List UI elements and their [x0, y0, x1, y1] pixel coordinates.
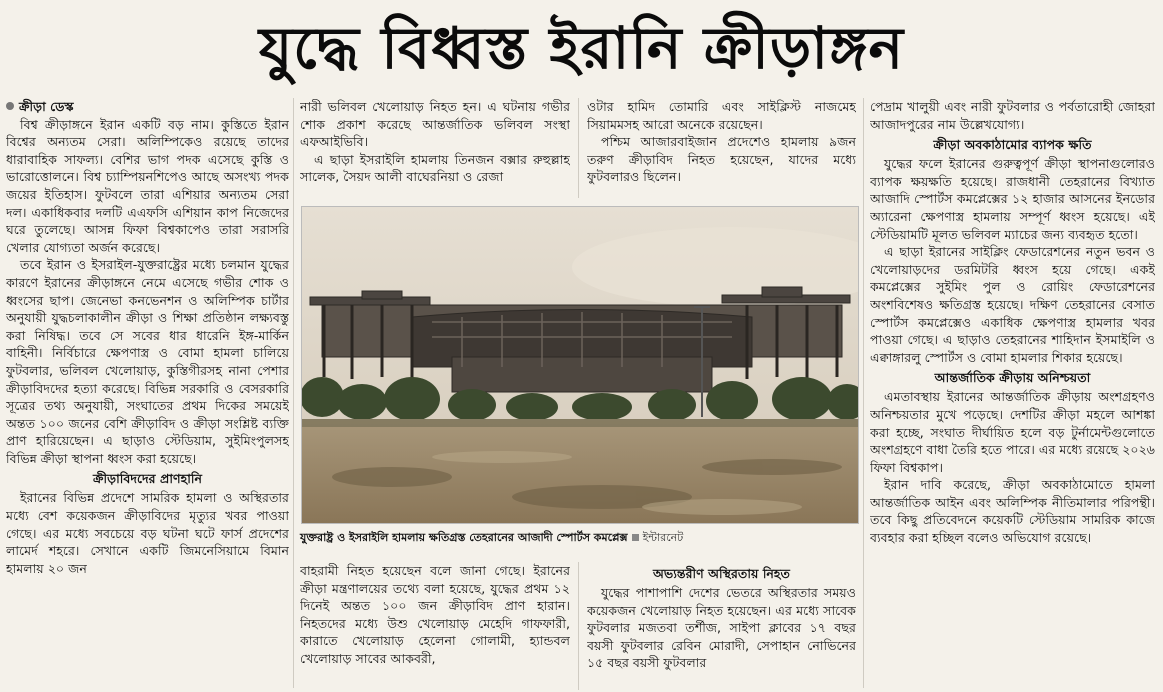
square-bullet-icon — [632, 534, 639, 541]
desk-label — [6, 98, 289, 116]
paragraph: এ ছাড়া ইসরাইলি হামলায় তিনজন বক্সার রুহুল্লাহ সালেক, সৈয়দ আলী বাঘেরনিয়া ও রেজা — [300, 151, 570, 185]
paragraph: যুদ্ধের পাশাপাশি দেশের ভেতরে অস্থিরতার সময়ও কয়েকজন খেলোয়াড় নিহত হয়েছেন। এর মধ্যে সাবেক ফুটবলার মজতবা তর্শীজ, সাইপা ক্লাবের ১৭ বছর বয়সী ফুটবলার রেবিন মোরাদী, সেপাহান নোভিনের ১৫ বছর বয়সী ফুটবলার — [587, 585, 856, 671]
column-3-top — [587, 98, 856, 198]
paragraph: ইরান দাবি করেছে, ক্রীড়া অবকাঠামোতে হামলা আন্তর্জাতিক আইন এবং অলিম্পিক নীতিমালার পরিপন্থী। তবে কিছু প্রতিবেদনে কয়েকটি স্টেডিয়াম সামরিক কাজে ব্যবহার করা হচ্ছিল বলেও অভিযোগ রয়েছে। — [870, 477, 1155, 546]
column-2-top — [300, 98, 570, 198]
headline: যুদ্ধে বিধ্বস্ত ইরানি ক্রীড়াঙ্গন — [258, 14, 905, 82]
paragraph: যুদ্ধের ফলে ইরানের গুরুত্বপূর্ণ ক্রীড়া স্থাপনাগুলোরও ব্যাপক ক্ষয়ক্ষতি হয়েছে। রাজধানী তেহরানের বিখ্যাত আজাদি স্পোর্টস কমপ্লেক্সের ১২ হাজার আসনের ইনডোর অ্যারেনা ক্ষেপণাস্ত্র হামলায় সম্পূর্ণ ধ্বংস হয়েছে। এই স্টেডিয়ামটি মূলত ভলিবল ম্যাচের জন্য ব্যবহৃত হতো। — [870, 156, 1155, 242]
column-4 — [870, 98, 1155, 688]
paragraph: এ ছাড়া ইরানের সাইক্লিং ফেডারেশনের নতুন ভবন ও খেলোয়াড়দের ডরমিটরি ধ্বংস হয়ে গেছে। একই কমপ্লেক্সের সুইমিং পুল ও রোয়িং ফেডারেশনের অংশবিশেষও ক্ষতিগ্রস্ত হয়েছে। দক্ষিণ তেহরানের বেসাত স্পোর্টস কমপ্লেক্সেও একাধিক ক্ষেপণাস্ত্র হামলার খবর পাওয়া গেছে। এ ছাড়াও তেহরানের শাহিদান ইসমাইলি ও এক্বাঙ্গারলু স্পোর্টস ও বোমা হামলার শিকার হয়েছে। — [870, 244, 1155, 365]
paragraph: পেদ্রাম খালুয়ী এবং নারী ফুটবলার ও পর্বতারোহী জোহরা আজাদপুরের নাম উল্লেখযোগ্য। — [870, 99, 1155, 132]
caption-text: যুক্তরাষ্ট্র ও ইসরাইলি হামলায় ক্ষতিগ্রস্ত তেহরানের আজাদী স্পোর্টস কমপ্লেক্স — [300, 531, 628, 544]
bullet-icon — [6, 102, 14, 110]
photo-credit: ইন্টারনেট — [642, 531, 684, 544]
column-divider — [293, 98, 294, 688]
column-divider — [578, 98, 579, 198]
photo-caption — [300, 528, 860, 548]
stadium-ruins-image — [302, 207, 858, 523]
paragraph: পশ্চিম আজারবাইজান প্রদেশেও হামলায় ৯জন তরুণ ক্রীড়াবিদ নিহত হয়েছেন, যাদের মধ্যে ফুটবলারও ছিলেন। — [587, 134, 856, 185]
paragraph: বিশ্ব ক্রীড়াঙ্গনে ইরান একটি বড় নাম। কুস্তিতে ইরান বিশ্বের অন্যতম সেরা। অলিম্পিকেও রয়েছে তাদের ধারাবাহিক সাফল্য। বেশির ভাগ পদক এসেছে কুস্তি ও ভারোত্তোলনে। বিশ্ব চ্যাম্পিয়নশিপেও আছে অসংখ্য পদক জয়ের ইতিহাস। ফুটবলে তারা এশিয়ার অন্যতম সেরা দল। একাধিকবার দলটি এএফসি এশিয়ান কাপ নিজেদের ঘরে তুলেছে। আসন্ন ফিফা বিশ্বকাপেও তারা সরাসরি খেলার যোগ্যতা অর্জন করেছে। — [6, 116, 289, 255]
desk-label-text: ক্রীড়া ডেস্ক — [19, 99, 74, 114]
subheading-athlete-deaths: ক্রীড়াবিদদের প্রাণহানি — [92, 471, 203, 487]
column-divider — [863, 98, 864, 688]
paragraph: ওটার হামিদ তোমারি এবং সাইক্লিস্ট নাজমেহ সিয়ামমসহ আরো অনেকে রয়েছেন। — [587, 99, 856, 132]
column-1 — [6, 98, 289, 688]
paragraph: বাহরামী নিহত হয়েছেন বলে জানা গেছে। ইরানের ক্রীড়া মন্ত্রণালয়ের তথ্যে বলা হয়েছে, যুদ্ধের প্রথম ১২ দিনেই অন্তত ১০০ জন ক্রীড়াবিদ প্রাণ হারান। নিহতদের মধ্যে উশু খেলোয়াড় মেহেদি গাফফারী, কারাতে খেলোয়াড় হেলেনা গোলামী, হ্যান্ডবল খেলোয়াড় সাবের আকবরী, — [300, 563, 570, 666]
paragraph: ইরানের বিভিন্ন প্রদেশে সামরিক হামলা ও অস্থিরতার মধ্যে বেশ কয়েকজন ক্রীড়াবিদের মৃত্যুর খবর পাওয়া গেছে। এর মধ্যে সবচেয়ে বড় ঘটনা ঘটে ফার্স প্রদেশের লামের্দ শহরে। সেখানে একটি জিমনেসিয়ামে বিমান হামলায় ২০ জন — [6, 490, 289, 576]
paragraph: তবে ইরান ও ইসরাইল-যুক্তরাষ্ট্রের মধ্যে চলমান যুদ্ধের কারণে ইরানের ক্রীড়াঙ্গনে নেমে এসেছে গভীর শোক ও ধ্বংসের ছাপ। জেনেভা কনভেনশন ও অলিম্পিক চার্টার অনুযায়ী যুদ্ধচলাকালীন ক্রীড়া ও শিক্ষা প্রতিষ্ঠান লক্ষ্যবস্তু করা নিষিদ্ধ। তবে সে সবের ধার ধারেনি ইঙ্গ-মার্কিন বাহিনী। নির্বিচারে ক্ষেপণাস্ত্র ও বোমা হামলা চালিয়ে ফুটবলার, ভলিবল খেলোয়াড়, কুস্তিগীরসহ নানা পেশার ক্রীড়াবিদদের হত্যা করেছে। বিভিন্ন সরকারি ও বেসরকারি সূত্রের তথ্য অনুযায়ী, সংঘাতের প্রথম দিকের সময়েই অন্তত ১০০ জনের বেশি ক্রীড়াবিদ ও ক্রীড়া সংশ্লিষ্ট ব্যক্তি প্রাণ হারিয়েছেন। এ ছাড়াও স্টেডিয়াম, সুইমিংপুলসহ বিভিন্ন ক্রীড়া স্থাপনা ধ্বংস করা হয়েছে। — [6, 257, 289, 466]
subheading-infrastructure-damage: ক্রীড়া অবকাঠামোর ব্যাপক ক্ষতি — [933, 137, 1092, 153]
paragraph: এমতাবস্থায় ইরানের আন্তর্জাতিক ক্রীড়ায় অংশগ্রহণও অনিশ্চয়তার মুখে পড়েছে। দেশটির ক্রীড়া মহলে আশঙ্কা করা হচ্ছে, সংঘাত দীর্ঘায়িত হলে বড় টুর্নামেন্টগুলোতে অংশগ্রহণে বাধা তৈরি হতে পারে। এর মধ্যে রয়েছে ২০২৬ ফিফা বিশ্বকাপ। — [870, 389, 1155, 475]
subheading-internal-unrest: অভ্যন্তরীণ অস্থিরতায় নিহত — [652, 566, 790, 581]
subheading-international-uncertainty: আন্তর্জাতিক ক্রীড়ায় অনিশ্চয়তা — [934, 370, 1091, 386]
news-photo-azadi-complex — [301, 206, 859, 524]
column-2-bottom — [300, 562, 570, 690]
paragraph: নারী ভলিবল খেলোয়াড় নিহত হন। এ ঘটনায় গভীর শোক প্রকাশ করেছে আন্তর্জাতিক ভলিবল সংস্থা এফআইভিবি। — [300, 99, 570, 150]
column-3-bottom — [587, 562, 856, 690]
column-divider — [578, 562, 579, 690]
